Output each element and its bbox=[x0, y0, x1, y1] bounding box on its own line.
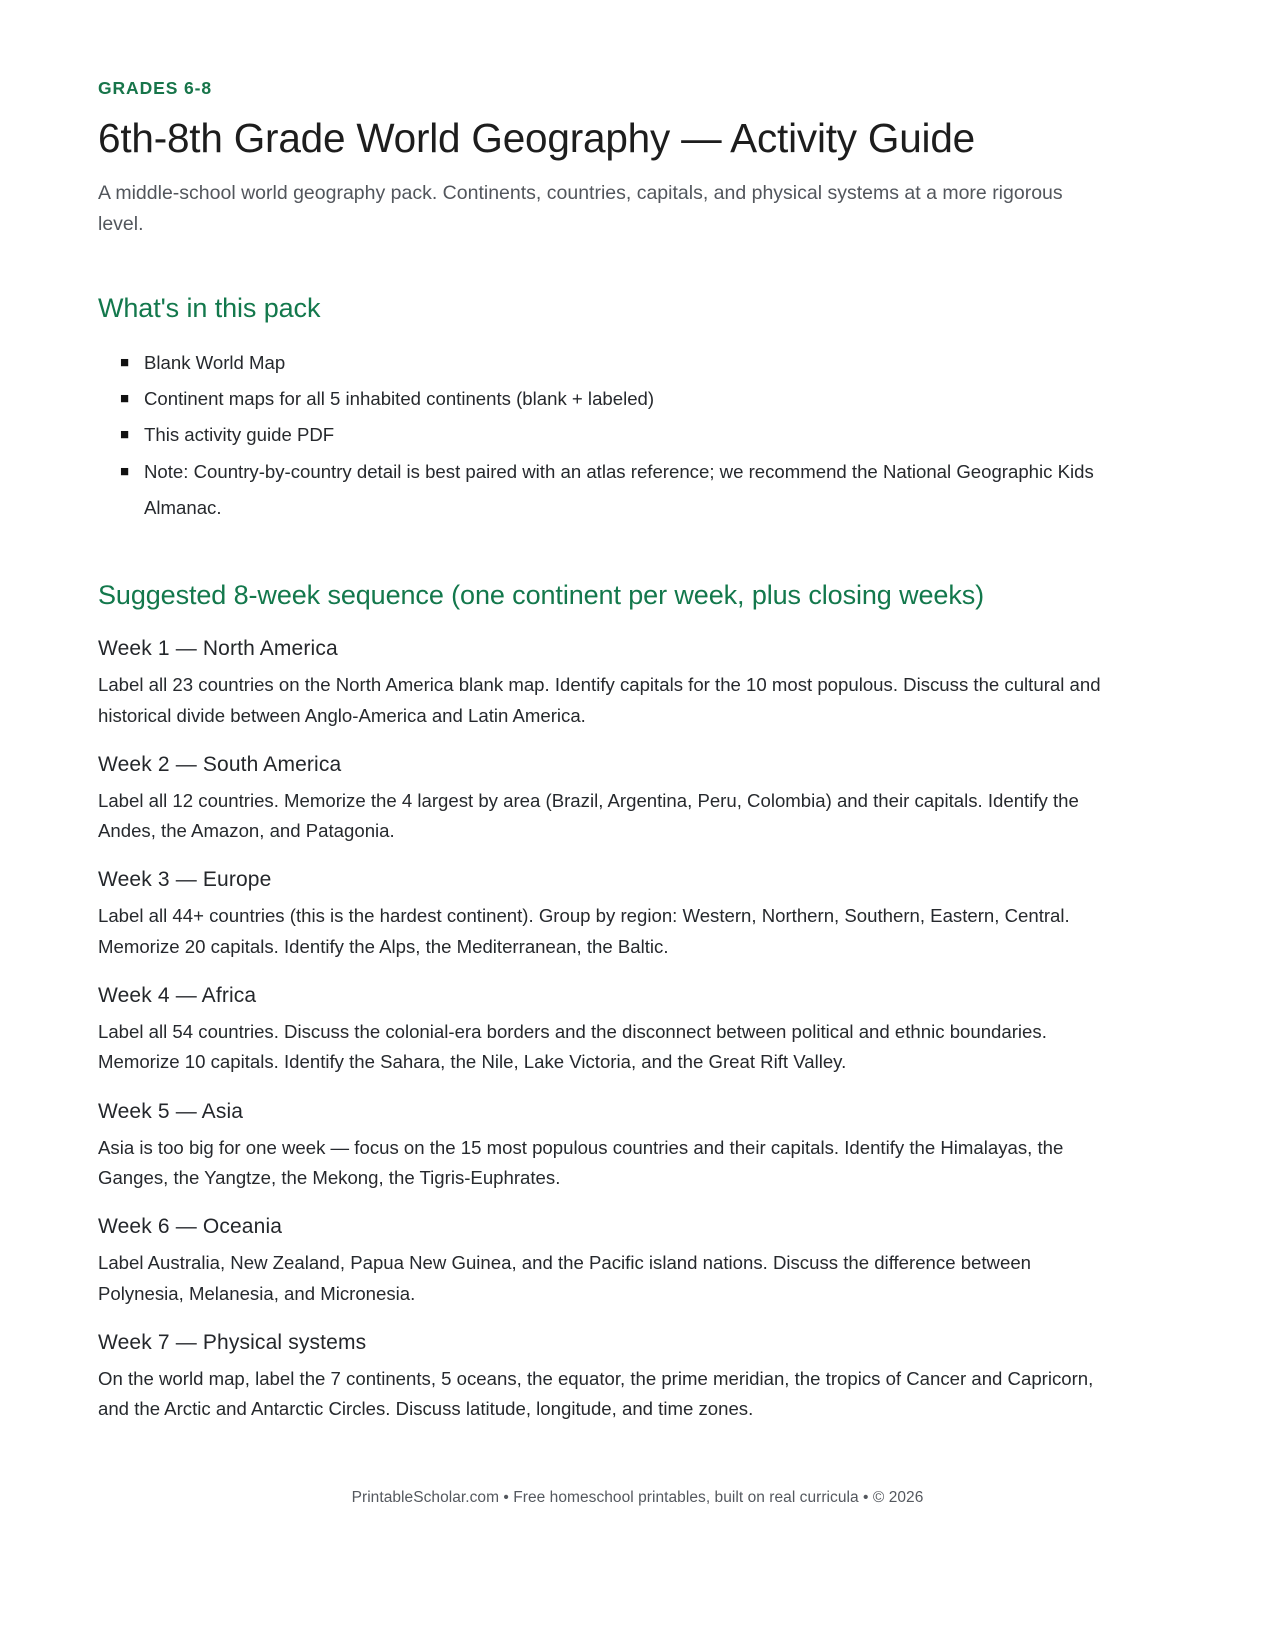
week-title: Week 2 — South America bbox=[98, 752, 342, 776]
page-footer: PrintableScholar.com • Free homeschool printables, built on real curricula • © 2026 bbox=[351, 1489, 924, 1506]
week-body: Label all 23 countries on the North America blank map. Identify capitals for the 10 most populous. Discuss the cultural and historical divide between Anglo-America and Latin America. bbox=[98, 674, 1101, 726]
section-heading-pack-contents: What's in this pack bbox=[98, 292, 321, 323]
week-body: On the world map, label the 7 continents, 5 oceans, the equator, the prime meridian, the tropics of Cancer and Capricorn, and the Arctic and Antarctic Circles. Discuss latitude, longitude, and time zones. bbox=[98, 1367, 1094, 1420]
square-bullet-icon: ■ bbox=[120, 390, 130, 408]
week-body: Label all 12 countries. Memorize the 4 largest by area (Brazil, Argentina, Peru, Colombia) and their capitals. Identify the Andes, the Amazon, and Patagonia. bbox=[98, 789, 1079, 842]
week-block bbox=[98, 753, 1125, 847]
list-item-label: This activity guide PDF bbox=[144, 424, 335, 446]
week-title: Week 1 — North America bbox=[98, 637, 338, 661]
pack-contents-list bbox=[98, 345, 1125, 526]
square-bullet-icon: ■ bbox=[120, 426, 130, 444]
week-body: Asia is too big for one week — focus on the 15 most populous countries and their capitals. Identify the Himalayas, the Ganges, the Yangtze, the Mekong, the Tigris-Euphrates. bbox=[98, 1136, 1064, 1188]
week-block bbox=[98, 1215, 1125, 1309]
week-body: Label all 44+ countries (this is the hardest continent). Group by region: Western, Northern, Southern, Eastern, Central. Memorize 20 capitals. Identify the Alps, the Mediterranean, the Baltic. bbox=[98, 905, 1070, 957]
week-block bbox=[98, 984, 1125, 1078]
week-body: Label all 54 countries. Discuss the colonial-era borders and the disconnect between political and ethnic boundaries. Memorize 10 capitals. Identify the Sahara, the Nile, Lake Victoria, and the Great Rift Valley. bbox=[98, 1021, 1047, 1073]
list-item-label: Note: Country-by-country detail is best paired with an atlas reference; we recommend the National Geographic Kids Almanac. bbox=[144, 460, 1094, 518]
square-bullet-icon: ■ bbox=[120, 462, 130, 480]
section-heading-suggested-sequence: Suggested 8-week sequence (one continent per week, plus closing weeks) bbox=[98, 580, 985, 611]
square-bullet-icon: ■ bbox=[120, 353, 130, 371]
week-block bbox=[98, 1331, 1125, 1425]
list-item-label: Continent maps for all 5 inhabited continents (blank + labeled) bbox=[144, 388, 655, 410]
page-subtitle: A middle-school world geography pack. Continents, countries, capitals, and physical systems at a more rigorous level. bbox=[98, 181, 1063, 236]
week-block bbox=[98, 637, 1125, 731]
list-item bbox=[120, 345, 1125, 381]
week-title: Week 3 — Europe bbox=[98, 868, 272, 892]
page-title: 6th-8th Grade World Geography — Activity Guide bbox=[98, 115, 975, 161]
grade-level-eyebrow: GRADES 6-8 bbox=[98, 78, 213, 98]
week-title: Week 4 — Africa bbox=[98, 984, 257, 1008]
week-title: Week 6 — Oceania bbox=[98, 1215, 283, 1239]
list-item bbox=[120, 417, 1125, 453]
week-body: Label Australia, New Zealand, Papua New Guinea, and the Pacific island nations. Discuss the difference between Polynesia, Melanesia, and Micronesia. bbox=[98, 1252, 1032, 1304]
week-block bbox=[98, 868, 1125, 962]
week-title: Week 7 — Physical systems bbox=[98, 1330, 367, 1354]
list-item bbox=[120, 454, 1125, 527]
list-item-label: Blank World Map bbox=[144, 351, 286, 373]
week-block bbox=[98, 1100, 1125, 1194]
list-item bbox=[120, 381, 1125, 417]
week-title: Week 5 — Asia bbox=[98, 1099, 244, 1123]
